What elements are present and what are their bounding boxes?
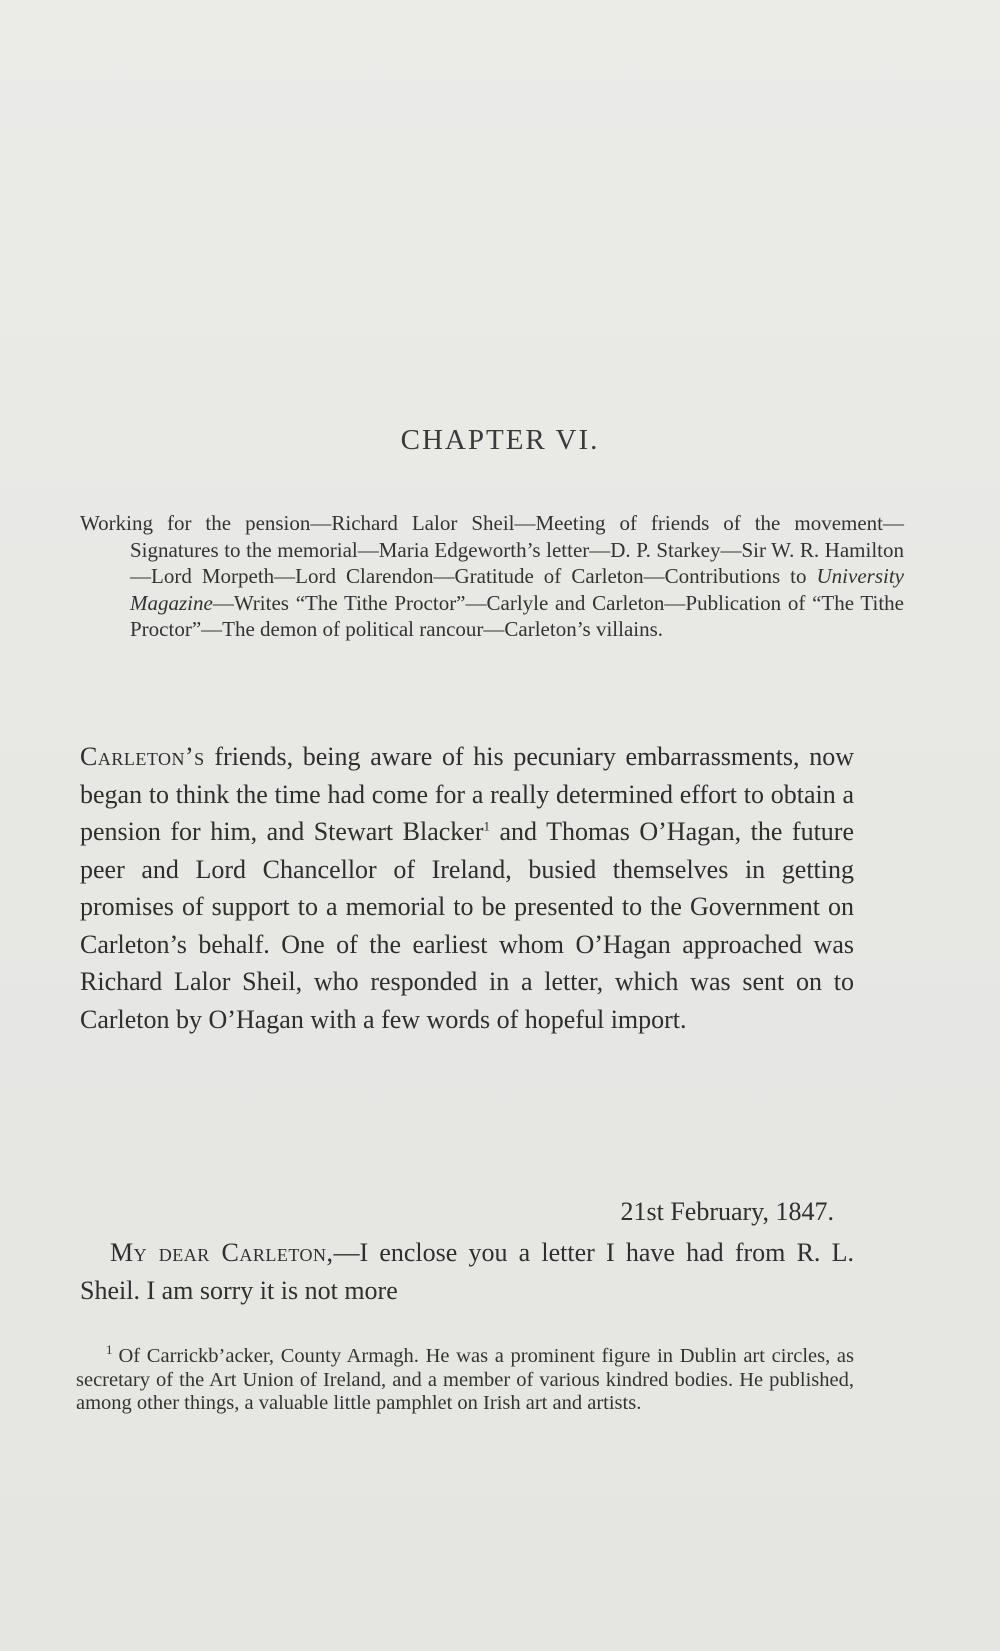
- footnote-text: Of Carrickb’acker, County Armagh. He was a prominent figure in Dublin art circles, as secretary of the Art Union of Ireland, and a member of various kindred bodies. He published, among other things, a valuable little pamphlet on Irish art and artists.: [76, 1345, 854, 1414]
- body-paragraph: [80, 738, 854, 1038]
- paragraph-text-part1: friends, being aware of his pecuniary embarrassments, now began to think the time had come for a really determined effort to obtain a pension for him, and Stewart Blacker: [80, 742, 854, 846]
- chapter-title: CHAPTER VI.: [400, 424, 600, 456]
- footnote-number: 1: [106, 1342, 113, 1358]
- letter-salutation: My dear Carleton,: [110, 1238, 334, 1267]
- synopsis-italic-title: University Magazine: [130, 564, 904, 615]
- letter-text: —I enclose you a letter I have had from R. L. Sheil. I am sorry it is not more: [80, 1238, 854, 1305]
- letter-date: 21st February, 1847.: [620, 1197, 834, 1226]
- chapter-synopsis: [80, 510, 904, 643]
- footnote: [76, 1342, 854, 1416]
- paragraph-text-part2: and Thomas O’Hagan, the future peer and Lord Chancellor of Ireland, busied themselves in getting promises of support to a memorial to be presented to the Government on Carleton’s behalf. One of the earliest whom O’Hagan approached was Richard Lalor Sheil, who responded in a letter, which was sent on to Carleton by O’Hagan with a few words of hopeful import.: [80, 817, 855, 1034]
- letter-body: [80, 1234, 854, 1309]
- synopsis-text-start: Working for the pension—Richard Lalor Sheil—Meeting of friends of the movement—Signatures to the memorial—Maria Edgeworth’s letter—D. P. Starkey—Sir W. R. Hamilton—Lord Morpeth—Lord Clarendon—Gratitude of Carleton—Contributions to: [80, 511, 904, 588]
- synopsis-text-end: —Writes “The Tithe Proctor”—Carlyle and Carleton—Publication of “The Tithe Proctor”—The demon of political rancour—Carleton’s villains.: [130, 590, 904, 641]
- paragraph-lead-word: Carleton’s: [80, 742, 205, 771]
- footnote-reference: 1: [483, 818, 490, 834]
